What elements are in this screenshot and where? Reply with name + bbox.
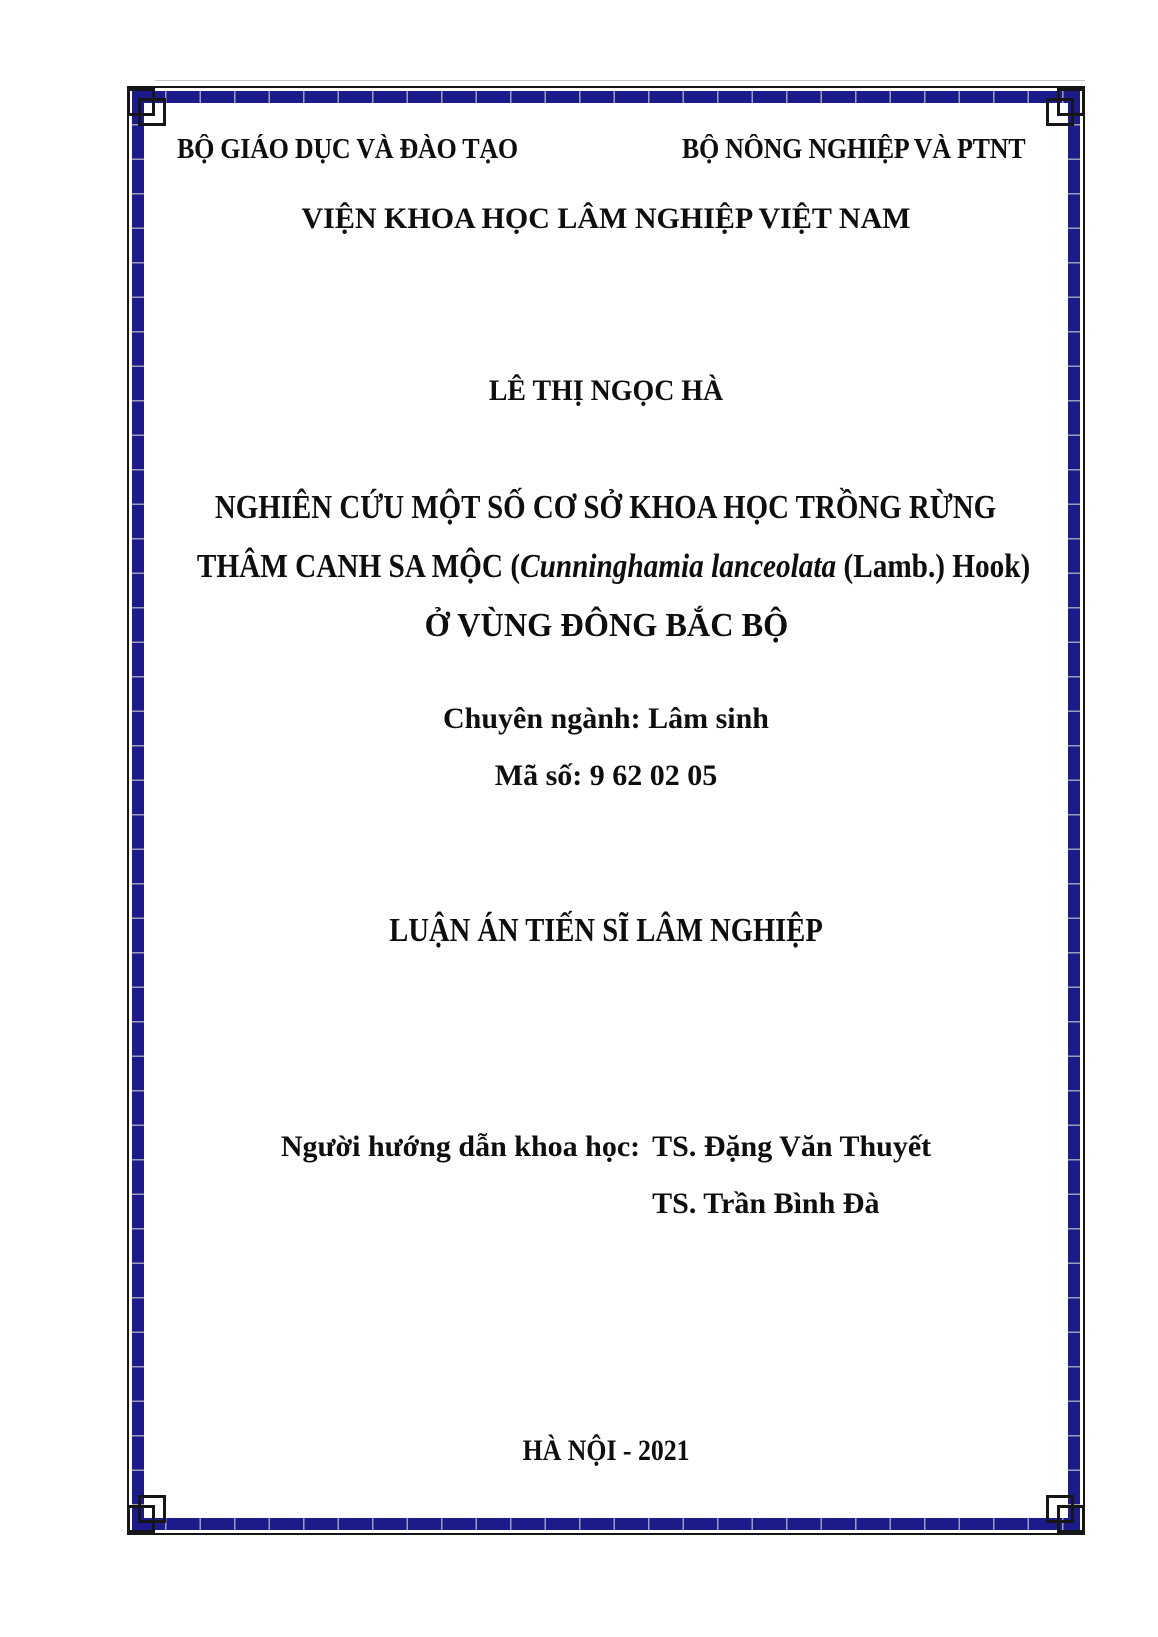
title-line-2-suffix: (Lamb.) Hook) [836, 548, 1031, 585]
title-line-1: NGHIÊN CỨU MỘT SỐ CƠ SỞ KHOA HỌC TRỒNG RỪNG [215, 489, 997, 526]
title-line-2 [129, 537, 1083, 596]
ministry-left-label: BỘ GIÁO DỤC VÀ ĐÀO TẠO [177, 134, 518, 165]
thesis-title [129, 478, 1083, 655]
supervisor-names [652, 1128, 931, 1223]
border-band-right [1068, 91, 1080, 1530]
species-latin-name: Cunninghamia lanceolata [520, 548, 837, 585]
program-info-block [129, 690, 1083, 804]
author-name-block [129, 372, 1083, 410]
city-year-label: HÀ NỘI - 2021 [522, 1434, 690, 1467]
border-band-top [132, 91, 1080, 103]
thesis-type-label: LUẬN ÁN TIẾN SĨ LÂM NGHIỆP [389, 912, 823, 949]
specialty-label: Chuyên ngành: Lâm sinh [443, 702, 769, 735]
border-band-left [132, 91, 144, 1530]
page-edge-artifact-line [155, 80, 1085, 81]
supervisor-name-1: TS. Đặng Văn Thuyết [652, 1130, 932, 1163]
thesis-type-block [129, 910, 1083, 953]
title-line-2-prefix: THÂM CANH SA MỘC ( [196, 548, 521, 585]
supervisors-block [129, 1128, 1083, 1223]
supervisor-name-2: TS. Trần Bình Đà [652, 1187, 880, 1220]
supervisors-label: Người hướng dẫn khoa học: [280, 1130, 641, 1163]
author-name: LÊ THỊ NGỌC HÀ [488, 374, 724, 407]
city-year-block [129, 1432, 1083, 1470]
ministry-right-label: BỘ NÔNG NGHIỆP VÀ PTNT [681, 134, 1025, 165]
page-border-frame [127, 86, 1085, 1535]
corner-ornament-bottom-left-inner [138, 1495, 166, 1523]
title-line-3: Ở VÙNG ĐÔNG BẮC BỘ [424, 607, 788, 644]
corner-ornament-top-right-inner [1046, 98, 1074, 126]
code-label: Mã số: 9 62 02 05 [494, 759, 718, 792]
corner-ornament-bottom-right-inner [1046, 1495, 1074, 1523]
border-band-bottom [132, 1518, 1080, 1530]
institute-name: VIỆN KHOA HỌC LÂM NGHIỆP VIỆT NAM [301, 202, 911, 235]
corner-ornament-top-left-inner [138, 98, 166, 126]
